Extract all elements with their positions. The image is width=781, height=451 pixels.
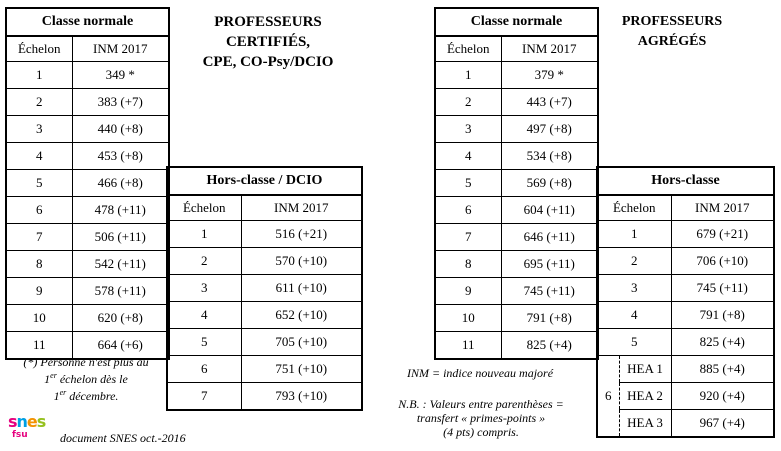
nb-line2: transfert « primes-points » — [416, 411, 546, 425]
table-row — [167, 248, 362, 275]
echelon-cell: 1 — [6, 62, 72, 89]
agreges-title-line1: PROFESSEURS — [621, 14, 723, 29]
logo-letter: n — [16, 412, 27, 431]
col-header-echelon: Échelon — [6, 36, 72, 62]
logo-letter: s — [8, 412, 17, 431]
footnote-line2 — [6, 369, 166, 386]
echelon-cell: 6 — [435, 197, 501, 224]
table-row — [167, 383, 362, 411]
table-row — [6, 89, 169, 116]
logo-sub: fsu — [12, 430, 28, 440]
col-header-echelon: Échelon — [597, 195, 671, 221]
footnote-text: 1 — [53, 389, 60, 403]
table-row — [597, 302, 774, 329]
table-row — [597, 275, 774, 302]
col-header-inm: INM 2017 — [241, 195, 362, 221]
table-title: Hors-classe — [597, 167, 774, 195]
echelon-cell: HEA 3 — [619, 410, 671, 438]
inm-cell: 646 (+11) — [501, 224, 598, 251]
echelon-cell: 2 — [597, 248, 671, 275]
inm-cell: 497 (+8) — [501, 116, 598, 143]
certifies-footnote — [6, 355, 166, 403]
table-title: Hors-classe / DCIO — [167, 167, 362, 195]
echelon-cell: 10 — [6, 305, 72, 332]
inm-cell: 706 (+10) — [671, 248, 774, 275]
echelon-cell: 3 — [6, 116, 72, 143]
table-row — [435, 197, 598, 224]
agreges-title — [612, 12, 732, 52]
table-row — [597, 248, 774, 275]
table-row — [167, 275, 362, 302]
inm-cell: 349 * — [72, 62, 169, 89]
footnote-text: 1 — [44, 372, 51, 386]
echelon-cell: 3 — [597, 275, 671, 302]
agreges-hors-classe-table — [596, 166, 775, 438]
echelon-cell: 4 — [6, 143, 72, 170]
inm-cell: 967 (+4) — [671, 410, 774, 438]
table-row — [6, 305, 169, 332]
inm-cell: 379 * — [501, 62, 598, 89]
inm-cell: 745 (+11) — [671, 275, 774, 302]
inm-cell: 542 (+11) — [72, 251, 169, 278]
table-row — [6, 143, 169, 170]
certifies-title-line2: CPE, CO-Psy/DCIO — [202, 54, 334, 70]
inm-cell: 791 (+8) — [671, 302, 774, 329]
certifies-title-line1: PROFESSEURS CERTIFIÉS, — [214, 14, 322, 50]
echelon-cell: 4 — [597, 302, 671, 329]
inm-cell: 920 (+4) — [671, 383, 774, 410]
inm-cell: 745 (+11) — [501, 278, 598, 305]
echelon-cell: 1 — [597, 221, 671, 248]
inm-cell: 453 (+8) — [72, 143, 169, 170]
table-row — [435, 332, 598, 360]
echelon-cell: 2 — [167, 248, 241, 275]
inm-cell: 569 (+8) — [501, 170, 598, 197]
table-row — [435, 278, 598, 305]
table-row — [167, 302, 362, 329]
table-row — [435, 116, 598, 143]
echelon-cell: 5 — [167, 329, 241, 356]
inm-cell: 383 (+7) — [72, 89, 169, 116]
logo-wordmark — [8, 414, 58, 430]
col-header-inm: INM 2017 — [501, 36, 598, 62]
echelon-cell: 10 — [435, 305, 501, 332]
col-header-inm: INM 2017 — [671, 195, 774, 221]
col-header-echelon: Échelon — [435, 36, 501, 62]
table-row — [167, 221, 362, 248]
table-title: Classe normale — [435, 8, 598, 36]
logo-letter: s — [36, 412, 46, 431]
table-row — [597, 329, 774, 356]
inm-cell: 534 (+8) — [501, 143, 598, 170]
echelon-cell: 4 — [167, 302, 241, 329]
inm-cell: 506 (+11) — [72, 224, 169, 251]
echelon-cell: 7 — [6, 224, 72, 251]
inm-cell: 825 (+4) — [501, 332, 598, 360]
echelon-cell: 1 — [167, 221, 241, 248]
echelon-cell: 6 — [167, 356, 241, 383]
table-row — [597, 383, 774, 410]
echelon-cell: 11 — [6, 332, 72, 360]
inm-cell: 791 (+8) — [501, 305, 598, 332]
document-credit: document SNES oct.-2016 — [60, 431, 186, 445]
inm-cell: 466 (+8) — [72, 170, 169, 197]
echelon-cell: 4 — [435, 143, 501, 170]
certifies-title — [172, 12, 364, 72]
table-row — [435, 62, 598, 89]
echelon-cell: 8 — [435, 251, 501, 278]
table-row — [435, 143, 598, 170]
echelon-cell: 3 — [167, 275, 241, 302]
col-header-echelon: Échelon — [167, 195, 241, 221]
table-row — [6, 278, 169, 305]
echelon-cell: HEA 2 — [619, 383, 671, 410]
inm-cell: 679 (+21) — [671, 221, 774, 248]
table-row — [167, 356, 362, 383]
echelon-cell: 6 — [6, 197, 72, 224]
footnote-line1: (*) Personne n'est plus au — [23, 355, 149, 369]
inm-cell: 620 (+8) — [72, 305, 169, 332]
echelon-cell: 5 — [6, 170, 72, 197]
table-row — [435, 305, 598, 332]
nb-legend — [370, 397, 592, 439]
echelon-cell: 5 — [435, 170, 501, 197]
inm-cell: 578 (+11) — [72, 278, 169, 305]
table-row — [435, 224, 598, 251]
echelon-cell: 7 — [167, 383, 241, 411]
nb-line3: (4 pts) compris. — [443, 425, 519, 439]
logo-letters — [8, 412, 45, 431]
footnote-text: échelon dès le — [56, 372, 128, 386]
table-row — [6, 116, 169, 143]
echelon-cell: 2 — [6, 89, 72, 116]
certifies-hors-classe-table — [166, 166, 363, 411]
nb-line1: N.B. : Valeurs entre parenthèses = — [398, 397, 564, 411]
inm-cell: 570 (+10) — [241, 248, 362, 275]
table-row — [6, 251, 169, 278]
inm-cell: 478 (+11) — [72, 197, 169, 224]
inm-cell: 516 (+21) — [241, 221, 362, 248]
table-row — [597, 410, 774, 438]
table-row — [435, 89, 598, 116]
snes-fsu-logo — [8, 414, 58, 448]
echelon-cell: HEA 1 — [619, 356, 671, 383]
inm-cell: 751 (+10) — [241, 356, 362, 383]
agreges-classe-normale-table — [434, 7, 599, 360]
echelon-cell: 1 — [435, 62, 501, 89]
inm-cell: 652 (+10) — [241, 302, 362, 329]
echelon-cell: 3 — [435, 116, 501, 143]
echelon-cell: 11 — [435, 332, 501, 360]
table-title: Classe normale — [6, 8, 169, 36]
logo-letter: e — [26, 412, 37, 431]
footnote-sup: er — [59, 388, 67, 397]
inm-cell: 705 (+10) — [241, 329, 362, 356]
echelon-cell: 9 — [6, 278, 72, 305]
inm-cell: 885 (+4) — [671, 356, 774, 383]
inm-cell: 443 (+7) — [501, 89, 598, 116]
table-row — [6, 197, 169, 224]
table-row — [435, 251, 598, 278]
table-row — [6, 224, 169, 251]
echelon-cell: 8 — [6, 251, 72, 278]
table-row — [435, 170, 598, 197]
inm-legend: INM = indice nouveau majoré — [406, 366, 554, 380]
certifies-classe-normale-table — [5, 7, 170, 360]
inm-cell: 604 (+11) — [501, 197, 598, 224]
table-row — [6, 170, 169, 197]
echelon-cell: 9 — [435, 278, 501, 305]
col-header-inm: INM 2017 — [72, 36, 169, 62]
inm-cell: 695 (+11) — [501, 251, 598, 278]
echelon-cell: 5 — [597, 329, 671, 356]
footnote-line3 — [6, 386, 166, 403]
echelon-cell: 2 — [435, 89, 501, 116]
table-row — [597, 221, 774, 248]
footnote-sup: er — [50, 371, 57, 380]
table-row — [597, 356, 774, 383]
table-row — [167, 329, 362, 356]
echelon-cell: 7 — [435, 224, 501, 251]
inm-cell: 664 (+6) — [72, 332, 169, 360]
agreges-title-line2: AGRÉGÉS — [637, 34, 707, 49]
inm-cell: 825 (+4) — [671, 329, 774, 356]
inm-cell: 793 (+10) — [241, 383, 362, 411]
hea-group-cell: 6 — [597, 356, 619, 438]
footnote-text: décembre. — [66, 389, 119, 403]
table-row — [6, 62, 169, 89]
inm-cell: 611 (+10) — [241, 275, 362, 302]
inm-cell: 440 (+8) — [72, 116, 169, 143]
